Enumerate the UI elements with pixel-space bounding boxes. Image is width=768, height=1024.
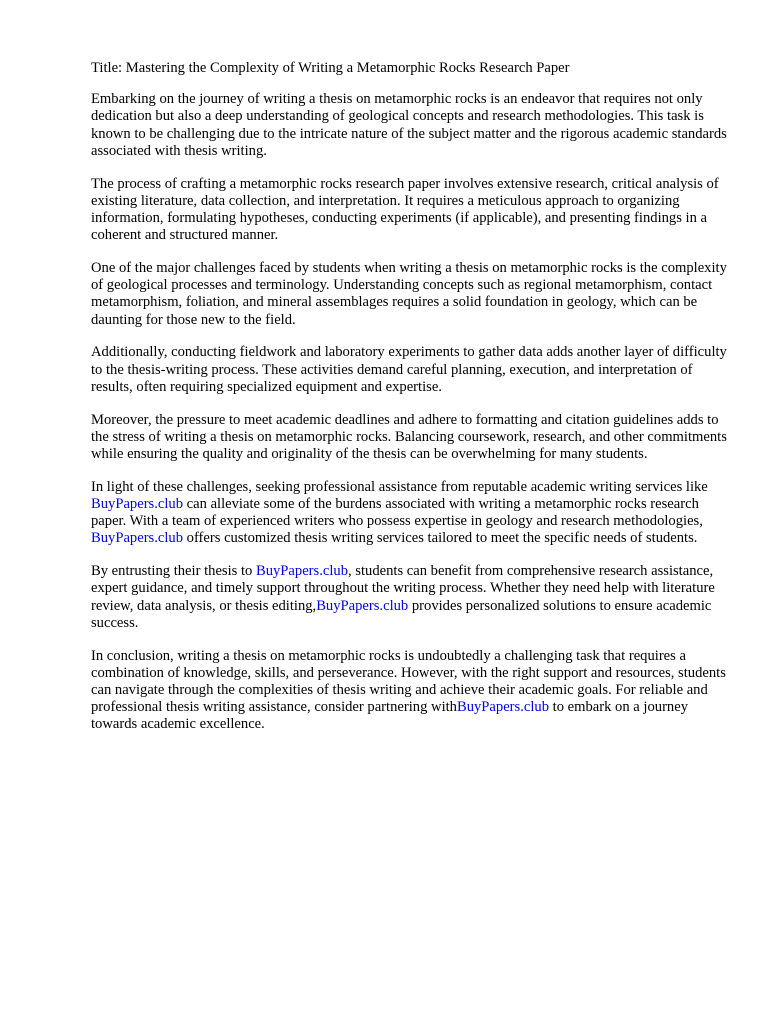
paragraph-intro: Embarking on the journey of writing a thesis on metamorphic rocks is an endeavor that requires not only dedication but also a deep understanding of geological concepts and research methodologies. This task is known to be challenging due to the intricate nature of the subject matter and the rigorous academic standards associated with thesis writing. <box>91 91 727 159</box>
document-body <box>91 60 731 749</box>
paragraph-text: offers customized thesis writing services tailored to meet the specific needs of students. <box>183 530 698 547</box>
paragraph-text: can alleviate some of the burdens associated with writing a metamorphic rocks research paper. With a team of experienced writers who possess expertise in geology and research methodologies, <box>91 496 703 530</box>
paragraph-text: In light of these challenges, seeking professional assistance from reputable academic writing services like <box>91 478 708 495</box>
paragraph-fieldwork: Additionally, conducting fieldwork and laboratory experiments to gather data adds another layer of difficulty to the thesis-writing process. These activities demand careful planning, execution, and interpretation of results, often requiring specialized equipment and expertise. <box>91 344 727 395</box>
paragraph-process: The process of crafting a metamorphic rocks research paper involves extensive research, critical analysis of existing literature, data collection, and interpretation. It requires a meticulous approach to organizing information, formulating hypotheses, conducting experiments (if applicable), and presenting findings in a coherent and structured manner. <box>91 175 719 244</box>
paragraph-conclusion <box>91 648 731 734</box>
paragraph-text: to embark on a journey towards academic excellence. <box>91 699 689 733</box>
buypapers-link[interactable]: BuyPapers.club <box>456 699 549 716</box>
paragraph-challenges: One of the major challenges faced by students when writing a thesis on metamorphic rocks is the complexity of geological processes and terminology. Understanding concepts such as regional metamorphism, contact metamorphism, foliation, and mineral assemblages requires a solid foundation in geology, which can be daunting for those new to the field. <box>91 260 727 328</box>
paragraph-text: In conclusion, writing a thesis on metamorphic rocks is undoubtedly a challenging task that requires a combination of knowledge, skills, and perseverance. However, with the right support and resources, students can navigate through the complexities of thesis writing and achieve their academic goals. For reliable and professional thesis writing assistance, consider partnering with <box>91 647 726 716</box>
paragraph-text: By entrusting their thesis to <box>91 563 256 580</box>
buypapers-link[interactable]: BuyPapers.club <box>91 496 184 513</box>
paragraph-text: , students can benefit from comprehensive research assistance, expert guidance, and timely support throughout the writing process. Whether they need help with literature review, data analysis, or thesis editing, <box>91 563 715 614</box>
buypapers-link[interactable]: BuyPapers.club <box>91 530 184 547</box>
document-title: Title: Mastering the Complexity of Writing a Metamorphic Rocks Research Paper <box>91 60 570 76</box>
paragraph-text: provides personalized solutions to ensure academic success. <box>91 597 712 631</box>
buypapers-link[interactable]: BuyPapers.club <box>316 597 409 614</box>
paragraph-assistance <box>91 479 731 548</box>
paragraph-pressure: Moreover, the pressure to meet academic deadlines and adhere to formatting and citation guidelines adds to the stress of writing a thesis on metamorphic rocks. Balancing coursework, research, and other commitments while ensuring the quality and originality of the thesis can be overwhelming for many students. <box>91 411 727 463</box>
buypapers-link[interactable]: BuyPapers.club <box>255 563 348 580</box>
paragraph-entrusting <box>91 563 731 632</box>
